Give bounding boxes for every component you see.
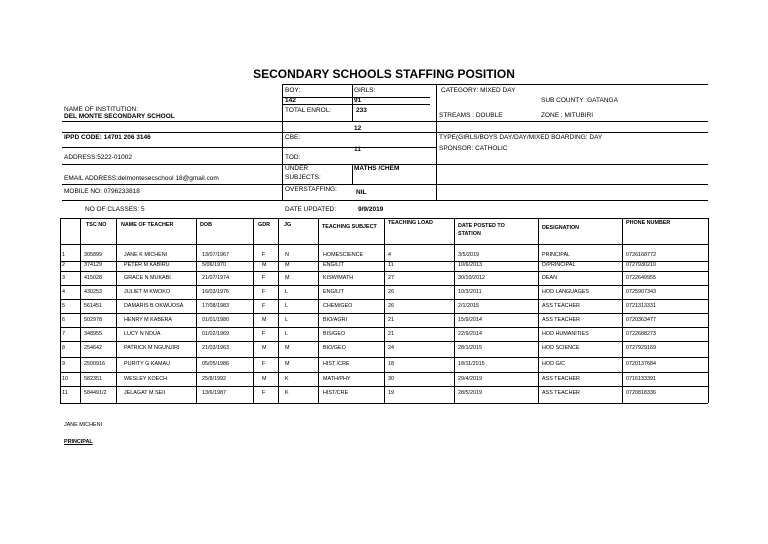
row-divider xyxy=(60,386,708,387)
boy-value: 142 xyxy=(285,97,296,104)
teacher-name: WESLEY KOECH xyxy=(124,376,168,382)
phone-number: 0727929169 xyxy=(626,345,656,351)
gender: M xyxy=(262,376,267,382)
date-posted: 18/11/2015 xyxy=(458,361,485,367)
teaching-subject: BIO/AGRI xyxy=(323,317,347,323)
row-divider xyxy=(60,271,708,272)
date-posted: 22/9/2014 xyxy=(458,331,482,337)
row-divider xyxy=(60,299,708,300)
page-title: SECONDARY SCHOOLS STAFFING POSITION xyxy=(253,67,515,81)
row-number: 1 xyxy=(62,252,65,258)
date-of-birth: 21/03/1963 xyxy=(202,345,229,351)
teaching-subject: ENG/LIT xyxy=(323,262,344,268)
tsc-number: 305899 xyxy=(84,252,102,258)
row-divider xyxy=(60,285,708,286)
tsc-number: 502978 xyxy=(84,317,102,323)
row-number: 10 xyxy=(62,376,68,382)
date-updated-value: 9/9/2019 xyxy=(358,206,384,213)
teacher-name: GRACE N MUKABI xyxy=(124,275,171,281)
tsc-number: 254642 xyxy=(84,345,102,351)
girls-value: 91 xyxy=(354,97,362,104)
column-header: TEACHING SUBJECT xyxy=(322,224,377,230)
phone-number: 0720137684 xyxy=(626,361,656,367)
job-group: M xyxy=(285,345,290,351)
job-group: M xyxy=(285,275,290,281)
column-header: TEACHING LOAD xyxy=(388,220,433,226)
sponsor: SPONSOR: CATHOLIC xyxy=(439,145,508,152)
gender: M xyxy=(262,345,267,351)
designation: HOD SCIENCE xyxy=(542,345,580,351)
tod-label: TOD: xyxy=(285,154,301,161)
teacher-name: PATRICK M NGUNJIRI xyxy=(124,345,180,351)
teacher-name: PETER M KABIRU xyxy=(124,262,170,268)
designation: HOD LANGUAGES xyxy=(542,289,590,295)
teacher-name: JULIET M KWOKO xyxy=(124,289,171,295)
gender: F xyxy=(262,390,266,396)
teacher-name: JANE K MICHENI xyxy=(124,252,168,258)
date-posted: 28/1/2015 xyxy=(458,345,482,351)
job-group: M xyxy=(285,262,290,268)
tsc-number: 348955 xyxy=(84,331,102,337)
tsc-number: 2500916 xyxy=(84,361,105,367)
cbe-value: 12 xyxy=(354,125,362,132)
designation: PRINCIPAL xyxy=(542,252,571,258)
phone-number: 0726168772 xyxy=(626,252,656,258)
teaching-subject: BIS/GEO xyxy=(323,331,346,337)
date-posted: 10/6/2013 xyxy=(458,262,482,268)
date-posted: 28/5/2019 xyxy=(458,390,482,396)
date-posted: 2/1/2015 xyxy=(458,303,479,309)
school-type: TYPE(GIRLS/BOYS DAY/DAY/MIXED BOARDING: DAY xyxy=(439,134,603,141)
date-of-birth: 13/6/1987 xyxy=(202,390,226,396)
designation: ASS TEACHER xyxy=(542,376,580,382)
job-group: L xyxy=(285,289,288,295)
category: CATEGORY: MIXED DAY xyxy=(441,87,516,94)
under-subjects-label-1: UNDER xyxy=(285,165,309,172)
teaching-subject: HIST/CRE xyxy=(323,390,349,396)
teaching-load: 19 xyxy=(388,390,394,396)
designation: ASS TEACHER xyxy=(542,303,580,309)
gender: M xyxy=(262,317,267,323)
teaching-subject: ENG/LIT xyxy=(323,289,344,295)
teaching-subject: HIST /CRE xyxy=(323,361,350,367)
gender: F xyxy=(262,252,266,258)
column-header: DOB xyxy=(200,222,212,228)
tsc-number: 582351 xyxy=(84,376,102,382)
column-header: DESIGNATION xyxy=(542,225,580,231)
date-posted: 15/9/2014 xyxy=(458,317,482,323)
date-of-birth: 05/05/1986 xyxy=(202,361,229,367)
row-number: 5 xyxy=(62,303,65,309)
gender: M xyxy=(262,262,267,268)
column-header: TSC NO xyxy=(86,222,107,228)
phone-number: 0720363477 xyxy=(626,317,656,323)
teacher-name: JELAGAT M SEII xyxy=(124,390,166,396)
teacher-name: DAMARIS B OKWUOSA xyxy=(124,303,184,309)
under-subjects-label-2: SUBJECTS: xyxy=(285,174,321,181)
tod-value: 11 xyxy=(354,146,361,153)
designation: ASS TEACHER xyxy=(542,317,580,323)
job-group: L xyxy=(285,317,288,323)
phone-number: 0722688273 xyxy=(626,331,656,337)
date-of-birth: 13/07/1967 xyxy=(202,252,229,258)
phone-number: 0716133391 xyxy=(626,376,656,382)
date-of-birth: 17/08/1983 xyxy=(202,303,229,309)
date-updated-label: DATE UPDATED: xyxy=(285,206,337,213)
row-number: 4 xyxy=(62,289,65,295)
overstaffing-label: OVERSTAFFING: xyxy=(285,186,337,193)
teacher-name: PURITY G KAMAU xyxy=(124,361,171,367)
teaching-subject: BIO/GEO xyxy=(323,345,346,351)
column-header: GDR xyxy=(258,222,270,228)
teaching-load: 30 xyxy=(388,376,394,382)
job-group: L xyxy=(285,331,288,337)
boy-label: BOY: xyxy=(285,87,301,94)
designation: ASS TEACHER xyxy=(542,390,580,396)
teacher-name: HENRY M KABERA xyxy=(124,317,173,323)
gender: F xyxy=(262,361,266,367)
overstaffing-value: NIL xyxy=(356,189,367,196)
teaching-load: 18 xyxy=(388,361,394,367)
teaching-subject: MATH/PHY xyxy=(323,376,351,382)
row-divider xyxy=(60,313,708,314)
institution-name-label: NAME OF INSTITUTION: xyxy=(64,106,139,113)
under-subjects-value: MATHS /CHEM xyxy=(354,165,400,172)
row-number: 11 xyxy=(62,390,68,396)
teaching-load: 21 xyxy=(388,331,394,337)
gender: F xyxy=(262,275,266,281)
row-number: 7 xyxy=(62,331,65,337)
column-header: PHONE NUMBER xyxy=(626,220,671,226)
row-number: 8 xyxy=(62,345,65,351)
date-of-birth: 01/02/1969 xyxy=(202,331,229,337)
tsc-number: 561451 xyxy=(84,303,102,309)
column-header: DATE POSTED TO STATION xyxy=(458,223,505,237)
row-divider xyxy=(60,341,708,342)
row-number: 6 xyxy=(62,317,65,323)
row-number: 2 xyxy=(62,262,65,268)
job-group: M xyxy=(285,361,290,367)
phone-number: 0727930210 xyxy=(626,262,656,268)
tsc-number: 584491/2 xyxy=(84,390,107,396)
date-of-birth: 21/07/1974 xyxy=(202,275,229,281)
date-posted: 10/3/2011 xyxy=(458,289,482,295)
teaching-subject: HOMESCIENCE xyxy=(323,252,364,258)
sub-county: SUB COUNTY :GATANGA xyxy=(541,97,618,104)
streams: STREAMS : DOUBLE xyxy=(439,112,503,119)
job-group: L xyxy=(285,303,288,309)
number-of-classes: NO OF CLASSES: 5 xyxy=(85,206,145,213)
signatory-role: PRINCIPAL xyxy=(64,439,93,445)
ippd-code: IPPD CODE: 14701 206 3146 xyxy=(64,134,151,141)
row-divider xyxy=(60,357,708,358)
job-group: K xyxy=(285,390,289,396)
mobile-number: MOBILE NO: 0796233818 xyxy=(64,188,140,195)
gender: F xyxy=(262,303,266,309)
teaching-load: 24 xyxy=(388,345,394,351)
address: ADDRESS:5222-01002 xyxy=(64,154,132,161)
job-group: N xyxy=(285,252,289,258)
teaching-load: 26 xyxy=(388,289,394,295)
teaching-subject: KISW/MATH xyxy=(323,275,354,281)
teaching-load: 4 xyxy=(388,252,391,258)
row-divider xyxy=(60,372,708,373)
total-enrol-value: 233 xyxy=(356,107,367,114)
teacher-name: LUCY N NDUA xyxy=(124,331,161,337)
phone-number: 0722649955 xyxy=(626,275,656,281)
row-number: 9 xyxy=(62,361,65,367)
date-of-birth: 25/8/1992 xyxy=(202,376,226,382)
institution-name-value: DEL MONTE SECONDARY SCHOOL xyxy=(64,113,175,120)
teaching-load: 11 xyxy=(388,262,394,268)
gender: F xyxy=(262,331,266,337)
column-header: NAME OF TEACHER xyxy=(121,222,174,228)
row-divider xyxy=(60,327,708,328)
row-number: 3 xyxy=(62,275,65,281)
designation: HOD HUMANITIES xyxy=(542,331,589,337)
designation: DEAN xyxy=(542,275,557,281)
phone-number: 0721313331 xyxy=(626,303,656,309)
date-posted: 3/5/2019 xyxy=(458,252,479,258)
teaching-load: 21 xyxy=(388,317,394,323)
designation: HOD G/C xyxy=(542,361,566,367)
date-of-birth: 16/03/1976 xyxy=(202,289,229,295)
signatory-name: JANE MICHENI xyxy=(64,422,103,428)
teaching-load: 26 xyxy=(388,303,394,309)
date-posted: 30/10/2012 xyxy=(458,275,485,281)
designation: D/PRINCIPAL xyxy=(542,262,576,268)
tsc-number: 415028 xyxy=(84,275,102,281)
teaching-load: 27 xyxy=(388,275,394,281)
teaching-subject: CHEM/GEO xyxy=(323,303,353,309)
tsc-number: 430253 xyxy=(84,289,102,295)
date-posted: 29/4/2019 xyxy=(458,376,482,382)
job-group: K xyxy=(285,376,289,382)
phone-number: 0725907343 xyxy=(626,289,656,295)
total-enrol-label: TOTAL ENROL: xyxy=(285,107,332,114)
gender: F xyxy=(262,289,266,295)
date-of-birth: 5/06/1970 xyxy=(202,262,226,268)
column-header: JG xyxy=(284,222,292,228)
girls-label: GIRLS: xyxy=(354,87,376,94)
cbe-label: CBE: xyxy=(285,134,301,141)
email-address: EMAIL ADDRESS:delmontesecschool 18@gmail.com xyxy=(64,175,219,182)
date-of-birth: 01/01/1980 xyxy=(202,317,229,323)
zone: ZONE : MITUBIRI xyxy=(541,112,593,119)
phone-number: 0720818336 xyxy=(626,390,656,396)
tsc-number: 374129 xyxy=(84,262,102,268)
